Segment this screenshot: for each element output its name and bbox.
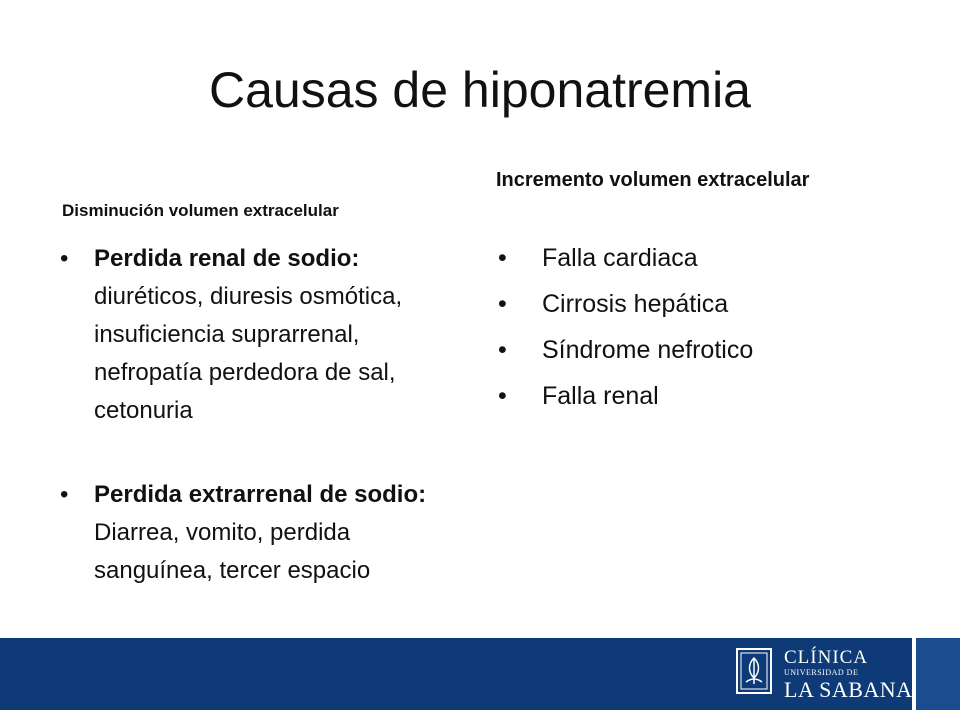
shield-icon (734, 646, 774, 696)
right-bullet-list (498, 239, 898, 423)
footer-accent-bar (916, 638, 960, 710)
bullet-icon: • (498, 336, 507, 364)
item-lead: Perdida extrarrenal de sodio: (94, 481, 427, 508)
item-text: Diarrea, vomito, perdida sanguínea, tercer espacio (94, 519, 371, 584)
bullet-icon: • (498, 244, 507, 272)
item-text: Síndrome nefrotico (542, 336, 754, 364)
item-text: Falla renal (542, 382, 659, 410)
item-lead: Perdida renal de sodio: (94, 245, 360, 272)
bullet-icon: • (60, 481, 69, 508)
logo-line-sabana: LA SABANA (784, 677, 913, 702)
list-item (498, 377, 898, 415)
list-item (60, 476, 470, 590)
left-column-heading: Disminución volumen extracelular (62, 201, 339, 220)
item-text: Cirrosis hepática (542, 290, 729, 318)
right-column-heading: Incremento volumen extracelular (496, 169, 810, 191)
item-text: diuréticos, diuresis osmótica, insuficiencia suprarrenal, nefropatía perdedora de sal, cetonuria (94, 283, 403, 424)
logo-text (784, 648, 913, 702)
bullet-icon: • (498, 382, 507, 410)
clinic-logo (734, 646, 914, 704)
left-bullet-list (60, 240, 470, 590)
logo-line-clinica: CLÍNICA (784, 647, 869, 668)
footer-bar (0, 638, 960, 710)
list-item (498, 285, 898, 323)
item-text: Falla cardiaca (542, 244, 698, 272)
list-item (498, 331, 898, 369)
list-item (60, 240, 470, 430)
bullet-icon: • (60, 245, 69, 272)
bullet-icon: • (498, 290, 507, 318)
logo-line-universidad: UNIVERSIDAD DE (784, 668, 859, 677)
list-item (498, 239, 898, 277)
slide-title: Causas de hiponatremia (209, 62, 751, 118)
